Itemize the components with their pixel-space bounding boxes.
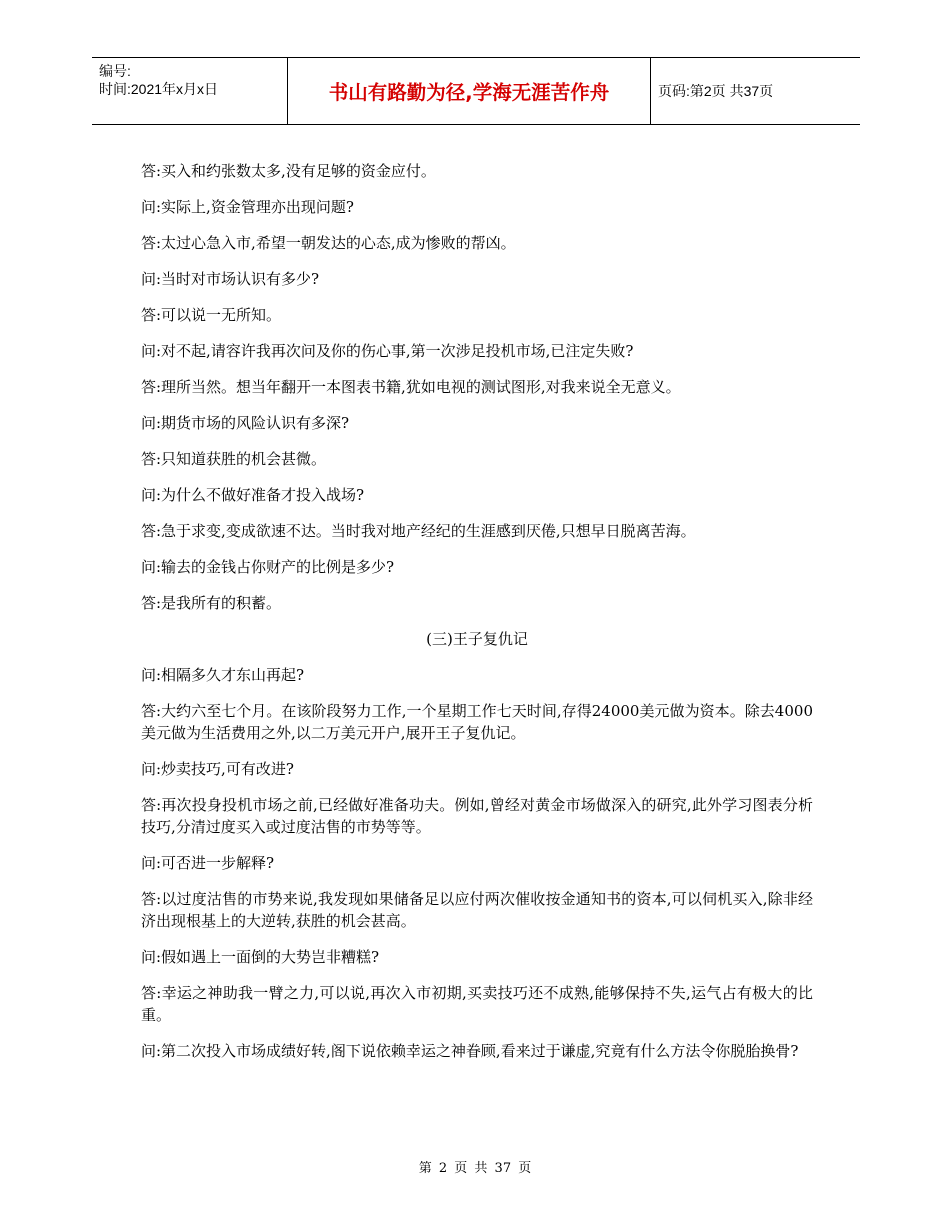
paragraph: 问:对不起,请容许我再次问及你的伤心事,第一次涉足投机市场,已注定失败? xyxy=(141,342,634,360)
paragraph: 答:幸运之神助我一臂之力,可以说,再次入市初期,买卖技巧还不成熟,能够保持不失,运气占有极大的比重。 xyxy=(141,984,813,1024)
paragraph: 答:买入和约张数太多,没有足够的资金应付。 xyxy=(141,162,436,180)
header-page-info: 页码:第2页 共37页 xyxy=(658,83,774,99)
paragraph: 问:输去的金钱占你财产的比例是多少? xyxy=(141,558,395,576)
paragraph: 问:可否进一步解释? xyxy=(141,854,275,872)
paragraph: 答:理所当然。想当年翻开一本图表书籍,犹如电视的测试图形,对我来说全无意义。 xyxy=(141,378,681,396)
paragraph: 问:实际上,资金管理亦出现问题? xyxy=(141,198,354,216)
paragraph: 答:急于求变,变成欲速不达。当时我对地产经纪的生涯感到厌倦,只想早日脱离苦海。 xyxy=(141,522,696,540)
document-body xyxy=(141,160,813,1076)
page-header xyxy=(92,57,860,125)
doc-number-label: 编号: xyxy=(99,63,131,79)
paragraph: 问:当时对市场认识有多少? xyxy=(141,270,320,288)
paragraph: 问:第二次投入市场成绩好转,阁下说依赖幸运之神眷顾,看来过于谦虚,究竟有什么方法令你脱胎换骨? xyxy=(141,1042,799,1060)
page-footer: 第 2 页 共 37 页 xyxy=(418,1161,532,1176)
paragraph: 问:期货市场的风险认识有多深? xyxy=(141,414,350,432)
paragraph: 答:是我所有的积蓄。 xyxy=(141,594,282,612)
header-meta xyxy=(99,62,289,98)
paragraph: 答:大约六至七个月。在该阶段努力工作,一个星期工作七天时间,存得24000美元做为资本。除去4000美元做为生活费用之外,以二万美元开户,展开王子复仇记。 xyxy=(141,702,813,742)
paragraph: 答:只知道获胜的机会甚微。 xyxy=(141,450,327,468)
header-motto: 书山有路勤为径,学海无涯苦作舟 xyxy=(287,58,651,124)
paragraph: 答:再次投身投机市场之前,已经做好准备功夫。例如,曾经对黄金市场做深入的研究,此外学习图表分析技巧,分清过度买入或过度沽售的市势等等。 xyxy=(141,796,813,836)
paragraph: 问:相隔多久才东山再起? xyxy=(141,666,305,684)
paragraph: 问:假如遇上一面倒的大势岂非糟糕? xyxy=(141,948,380,966)
paragraph: 问:为什么不做好准备才投入战场? xyxy=(141,486,365,504)
paragraph: 答:可以说一无所知。 xyxy=(141,306,282,324)
section-title: (三)王子复仇记 xyxy=(426,630,528,648)
paragraph: 答:太过心急入市,希望一朝发达的心态,成为惨败的帮凶。 xyxy=(141,234,516,252)
doc-time-label: 时间:2021年x月x日 xyxy=(99,81,219,97)
paragraph: 问:炒卖技巧,可有改进? xyxy=(141,760,294,778)
paragraph: 答:以过度沽售的市势来说,我发现如果储备足以应付两次催收按金通知书的资本,可以伺机买入,除非经济出现根基上的大逆转,获胜的机会甚高。 xyxy=(141,890,813,930)
